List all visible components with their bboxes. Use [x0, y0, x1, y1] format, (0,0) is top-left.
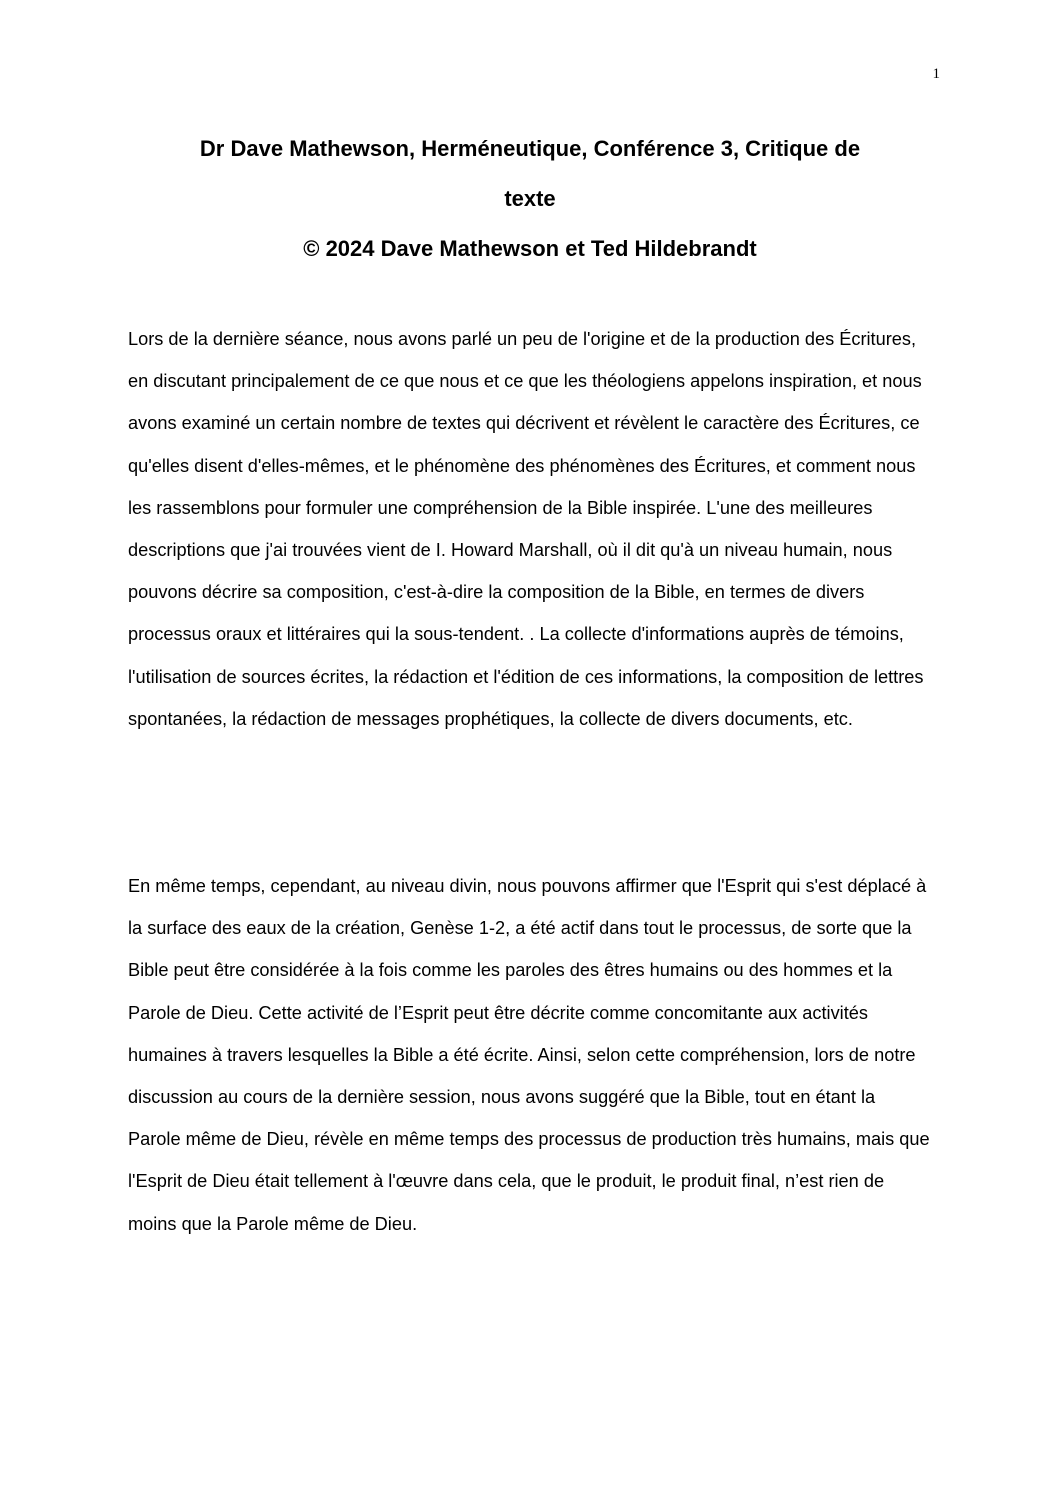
paragraph-text: En même temps, cependant, au niveau divin, nous pouvons affirmer que l'Esprit qui s'est déplacé à la surface des eaux de la création, Genèse 1-2, a été actif dans tout le processus, de sorte que la Bible peut être considérée à la fois comme les paroles des êtres humains ou des hommes et la Parole de Dieu. Cette activité de l’Esprit peut être décrite comme concomitante aux activités humaines à travers lesquelles la Bible a été écrite. Ainsi, selon cette compréhension, lors de notre discussion au cours de la dernière session, nous avons suggéré que la Bible, tout en étant la Parole même de Dieu, révèle en même temps des processus de production très humains, mais que l'Esprit de Dieu était tellement à l'œuvre dans cela, que le produit, le produit final, n’est rien de moins que la Parole même de Dieu. [128, 876, 930, 1234]
page-number: 1 [932, 66, 940, 82]
paragraph-2 [128, 865, 930, 1245]
document-title [110, 124, 950, 274]
title-line-1: Dr Dave Mathewson, Herméneutique, Conférence 3, Critique de [199, 136, 861, 161]
copyright-line: © 2024 Dave Mathewson et Ted Hildebrandt [303, 236, 757, 261]
paragraph-text: Lors de la dernière séance, nous avons parlé un peu de l'origine et de la production des Écritures, en discutant principalement de ce que nous et ce que les théologiens appelons inspiration, et nous avons examiné un certain nombre de textes qui décrivent et révèlent le caractère des Écritures, ce qu'elles disent d'elles-mêmes, et le phénomène des phénomènes des Écritures, et comment nous les rassemblons pour formuler une compréhension de la Bible inspirée. L'une des meilleures descriptions que j'ai trouvées vient de I. Howard Marshall, où il dit qu'à un niveau humain, nous pouvons décrire sa composition, c'est-à-dire la composition de la Bible, en termes de divers processus oraux et littéraires qui la sous-tendent. . La collecte d'informations auprès de témoins, l'utilisation de sources écrites, la rédaction et l'édition de ces informations, la composition de lettres spontanées, la rédaction de messages prophétiques, la collecte de divers documents, etc. [128, 329, 924, 729]
paragraph-1 [128, 318, 930, 740]
title-line-2: texte [504, 186, 556, 211]
